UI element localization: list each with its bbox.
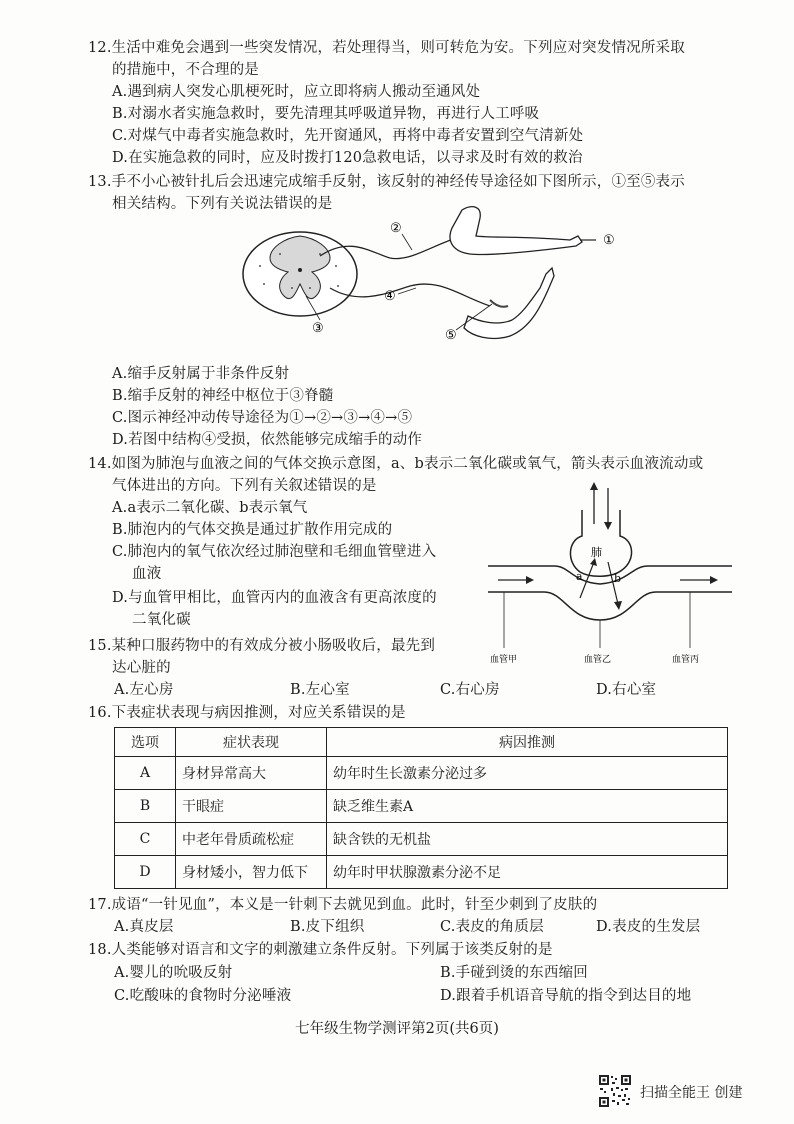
q13-option-c: C.图示神经冲动传导途径为①→②→③→④→⑤	[112, 410, 413, 426]
cell-cause: 幼年时甲状腺激素分泌不足	[327, 856, 728, 889]
spinal-cord-section	[243, 232, 357, 316]
reflex-arc-diagram	[240, 196, 620, 346]
q13-option-a: A.缩手反射属于非条件反射	[112, 366, 290, 382]
table-row	[115, 856, 728, 889]
q14-stem-line1: 14.如图为肺泡与血液之间的气体交换示意图，a、b表示二氧化碳或氧气，箭头表示血液流动或	[88, 456, 704, 472]
cell-option: B	[115, 790, 176, 823]
cell-cause: 缺含铁的无机盐	[327, 823, 728, 856]
q15-stem-line2: 达心脏的	[112, 660, 171, 676]
q17-option-d: D.表皮的生发层	[596, 919, 701, 935]
q15-option-a: A.左心房	[114, 682, 174, 698]
page-footer: 七年级生物学测评第2页(共6页)	[295, 1021, 499, 1037]
header-cause: 病因推测	[327, 728, 728, 757]
symptom-table	[114, 727, 728, 889]
table-row	[115, 790, 728, 823]
scanner-watermark: 扫描全能王 创建	[640, 1085, 743, 1101]
q12-stem-line2: 的措施中，不合理的是	[112, 62, 259, 78]
q18-option-c: C.吃酸味的食物时分泌唾液	[114, 988, 292, 1004]
q17-option-c: C.表皮的角质层	[440, 919, 544, 935]
cell-symptom: 中老年骨质疏松症	[176, 823, 327, 856]
cell-option: A	[115, 757, 176, 790]
q14-option-d-line2: 二氧化碳	[132, 612, 191, 628]
cell-symptom: 身材异常高大	[176, 757, 327, 790]
q15-option-d: D.右心室	[596, 682, 657, 698]
q14-option-b: B.肺泡内的气体交换是通过扩散作用完成的	[112, 522, 393, 538]
q18-stem: 18.人类能够对语言和文字的刺激建立条件反射。下列属于该类反射的是	[88, 942, 553, 958]
q16-stem: 16.下表症状表现与病因推测，对应关系错误的是	[88, 705, 406, 721]
label-4: ④	[384, 289, 396, 304]
qr-code-icon	[598, 1074, 632, 1108]
q14-option-c-line1: C.肺泡内的氧气依次经过肺泡壁和毛细血管壁进入	[112, 544, 437, 560]
vessel-bing-label: 血管丙	[672, 655, 700, 665]
q17-option-b: B.皮下组织	[290, 919, 365, 935]
q17-stem: 17.成语“一针见血”，本义是一针刺下去就见到血。此时，针至少刺到了皮肤的	[88, 897, 598, 913]
q12-option-b: B.对溺水者实施急救时，要先清理其呼吸道异物，再进行人工呼吸	[112, 106, 540, 122]
cell-option: C	[115, 823, 176, 856]
gas-b-label: b	[614, 572, 622, 585]
vessel-jia-label: 血管甲	[490, 655, 518, 665]
q12-stem-line1: 12.生活中难免会遇到一些突发情况，若处理得当，则可转危为安。下列应对突发情况所采取	[88, 40, 685, 56]
q15-option-c: C.右心房	[440, 682, 500, 698]
q18-option-b: B.手碰到烫的东西缩回	[440, 965, 588, 981]
q13-option-b: B.缩手反射的神经中枢位于③脊髓	[112, 388, 334, 404]
q15-option-b: B.左心室	[290, 682, 350, 698]
q13-stem-line1: 13.手不小心被针扎后会迅速完成缩手反射，该反射的神经传导途径如下图所示，①至⑤表示	[88, 174, 685, 190]
alveolus-label: 肺	[591, 546, 602, 559]
header-symptom: 症状表现	[176, 728, 327, 757]
cell-symptom: 干眼症	[176, 790, 327, 823]
label-5: ⑤	[445, 328, 457, 343]
header-option: 选项	[115, 728, 176, 757]
cell-symptom: 身材矮小，智力低下	[176, 856, 327, 889]
q14-option-a: A.a表示二氧化碳、b表示氧气	[112, 500, 308, 516]
q18-option-a: A.婴儿的吮吸反射	[114, 965, 233, 981]
table-header-row	[115, 728, 728, 757]
vessel-yi-label: 血管乙	[584, 655, 612, 665]
label-3: ③	[312, 321, 324, 336]
gas-a-label: a	[576, 570, 583, 583]
q15-stem-line1: 15.某种口服药物中的有效成分被小肠吸收后，最先到	[88, 638, 436, 654]
alveolus-diagram	[484, 480, 736, 670]
q13-stem-line2: 相关结构。下列有关说法错误的是	[112, 196, 333, 212]
arm-lower-drawing	[464, 268, 554, 338]
cell-option: D	[115, 856, 176, 889]
q12-option-d: D.在实施急救的同时，应及时拨打120急救电话，以寻求及时有效的救治	[112, 150, 583, 166]
cell-cause: 幼年时生长激素分泌过多	[327, 757, 728, 790]
q18-option-d: D.跟着手机语音导航的指令到达目的地	[440, 988, 692, 1004]
label-2: ②	[390, 221, 402, 236]
table-row	[115, 757, 728, 790]
q14-option-d-line1: D.与血管甲相比，血管丙内的血液含有更高浓度的	[112, 590, 437, 606]
q12-option-c: C.对煤气中毒者实施急救时，先开窗通风，再将中毒者安置到空气清新处	[112, 128, 584, 144]
cell-cause: 缺乏维生素A	[327, 790, 728, 823]
label-1: ①	[603, 233, 615, 248]
q13-option-d: D.若图中结构④受损，依然能够完成缩手的动作	[112, 432, 423, 448]
table-row	[115, 823, 728, 856]
arm-upper-drawing	[450, 207, 582, 255]
q14-option-c-line2: 血液	[132, 566, 162, 582]
q12-option-a: A.遇到病人突发心肌梗死时，应立即将病人搬动至通风处	[112, 84, 481, 100]
q17-option-a: A.真皮层	[114, 919, 174, 935]
q14-stem-line2: 气体进出的方向。下列有关叙述错误的是	[112, 478, 377, 494]
